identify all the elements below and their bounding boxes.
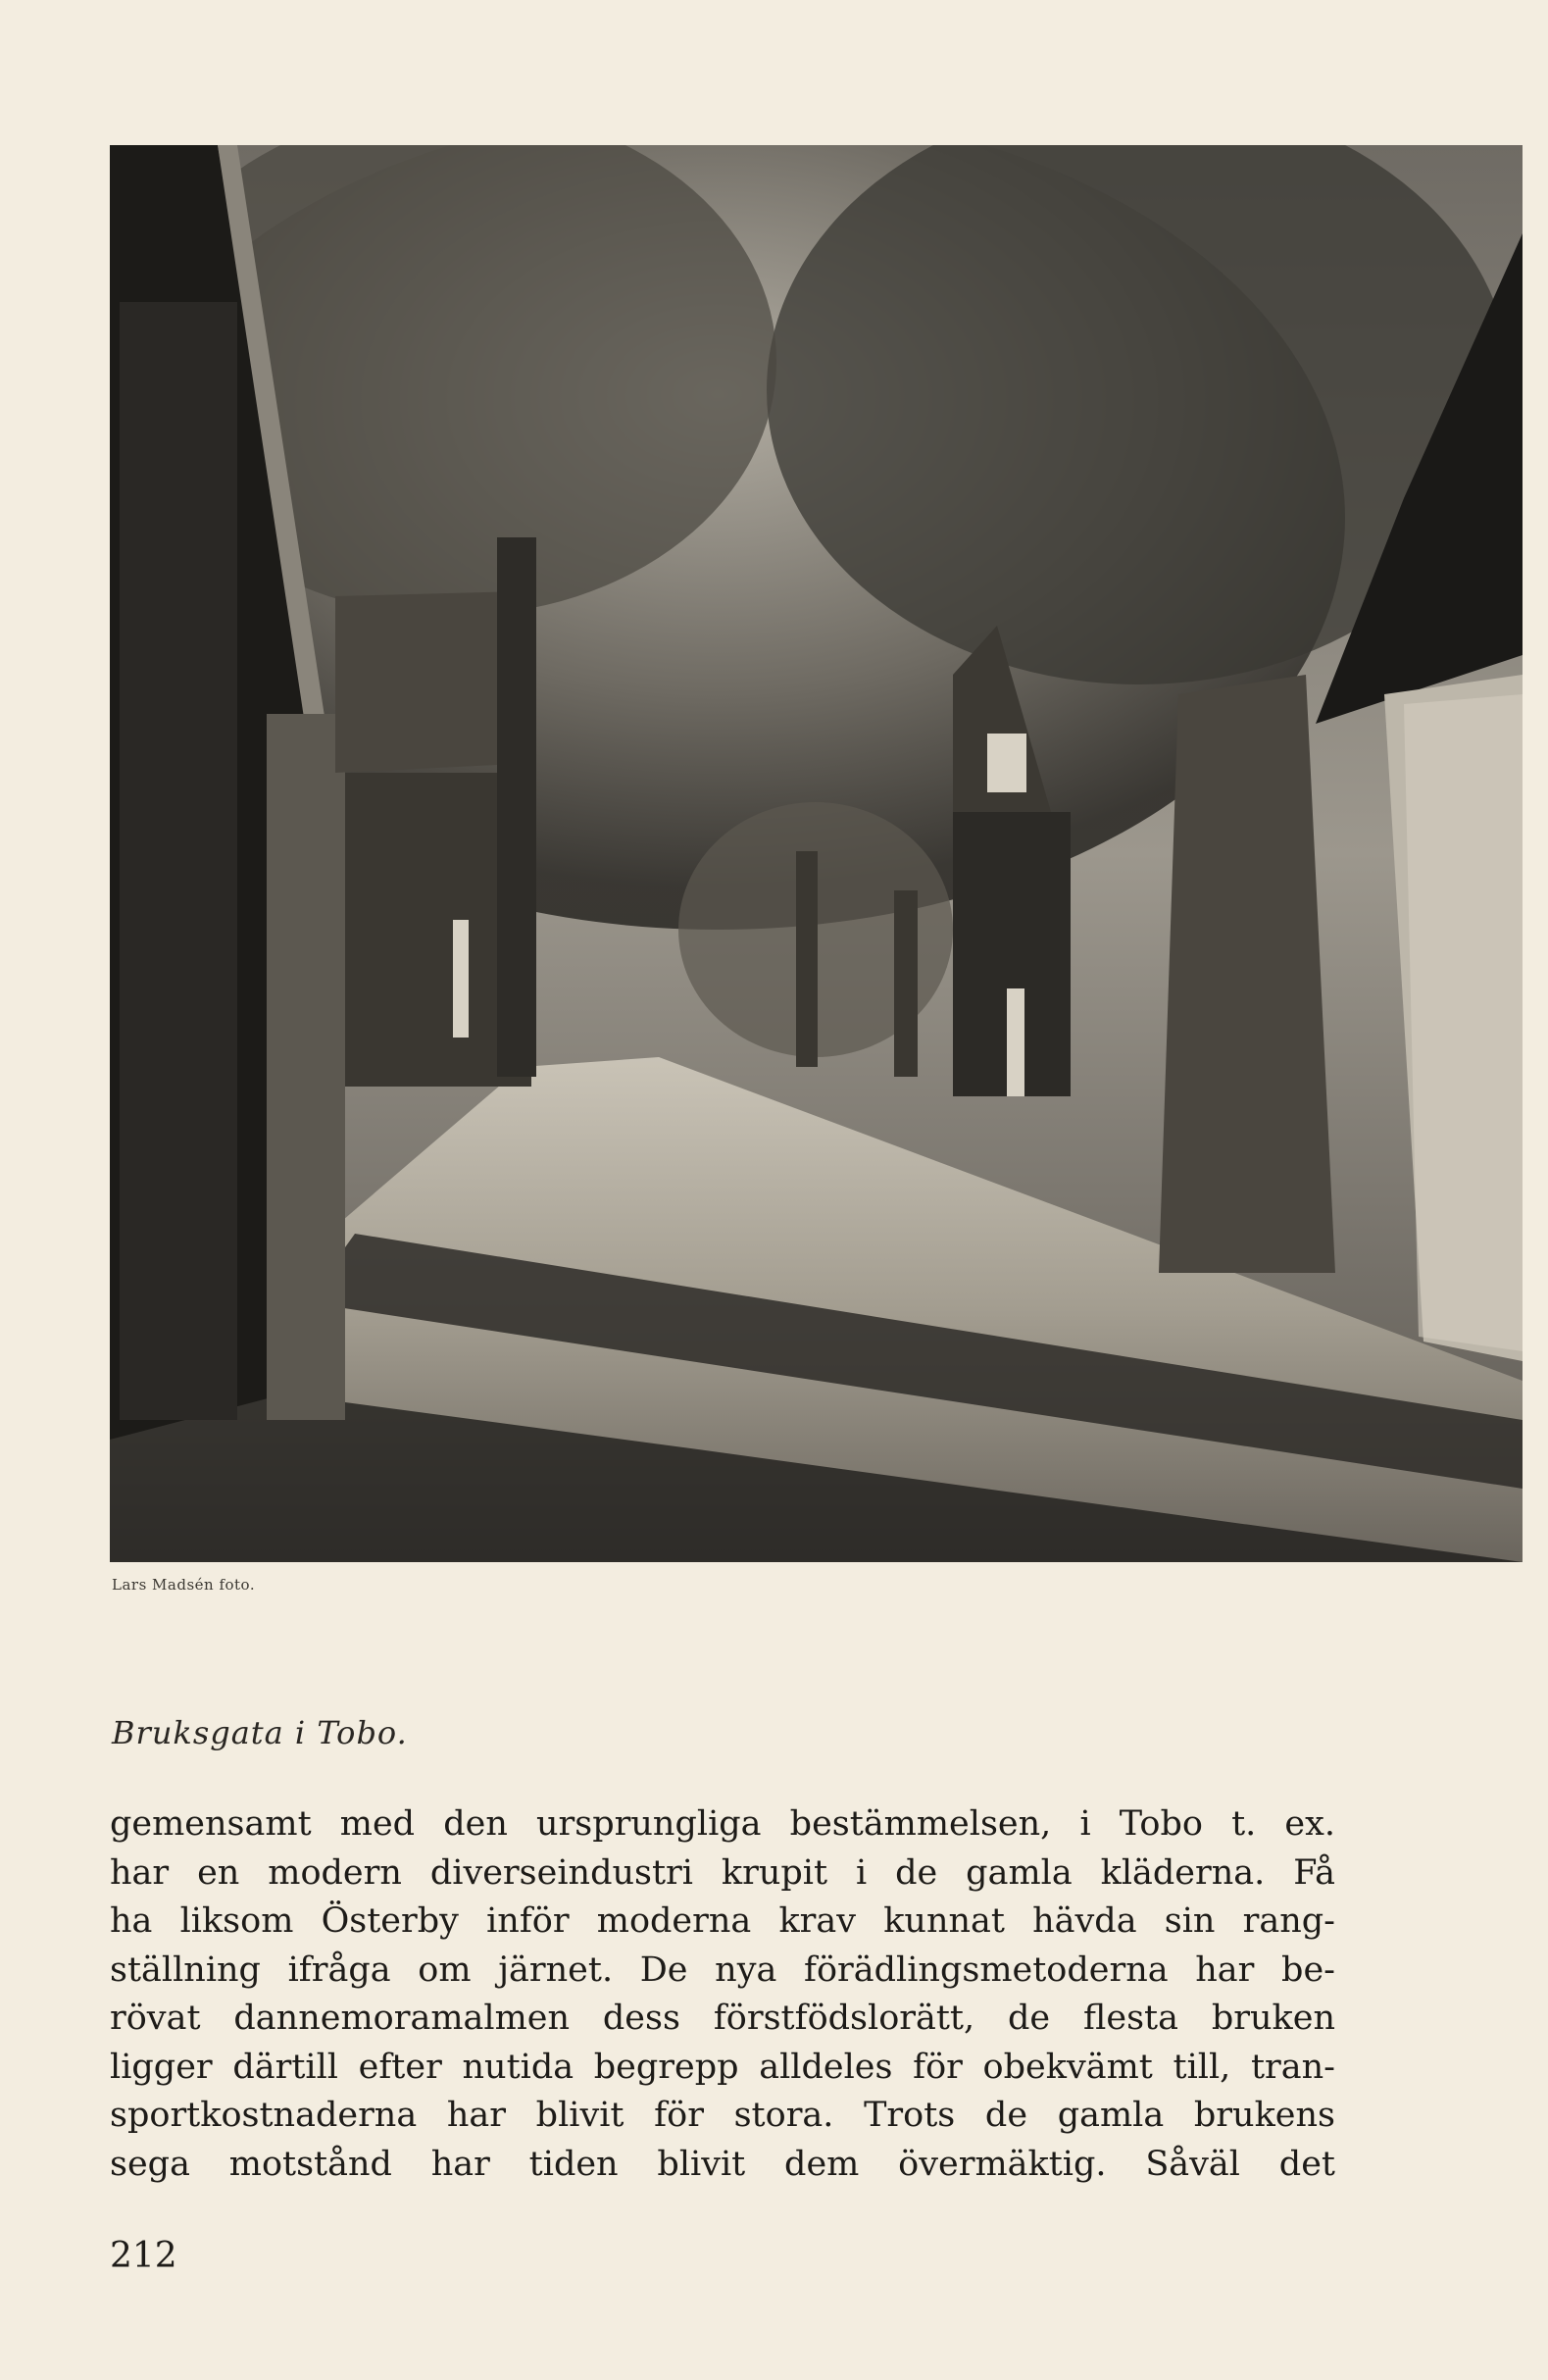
body-line: sportkostnaderna har blivit för stora. Trots de gamla brukens [110, 2096, 1335, 2135]
photo-caption: Bruksgata i Tobo. [112, 1714, 408, 1751]
body-line: ha liksom Österby inför moderna krav kunnat hävda sin rang- [110, 1901, 1335, 1941]
body-line: ligger därtill efter nutida begrepp alldeles för obekvämt till, tran- [110, 2047, 1335, 2087]
village-street-image [110, 145, 1523, 1562]
body-line: sega motstånd har tiden blivit dem övermäktig. Såväl det [110, 2144, 1335, 2184]
photo-credit: Lars Madsén foto. [112, 1576, 256, 1594]
body-line: gemensamt med den ursprungliga bestämmelsen, i Tobo t. ex. [110, 1804, 1335, 1844]
body-line: ställning ifråga om järnet. De nya förädlingsmetoderna har be- [110, 1950, 1335, 1990]
body-paragraph [110, 1800, 1335, 2189]
body-line: har en modern diverseindustri krupit i de gamla kläderna. Få [110, 1852, 1335, 1893]
body-line: rövat dannemoramalmen dess förstfödslorätt, de flesta bruken [110, 1999, 1335, 2038]
street-photograph [110, 145, 1523, 1562]
page-number: 212 [110, 2236, 177, 2276]
